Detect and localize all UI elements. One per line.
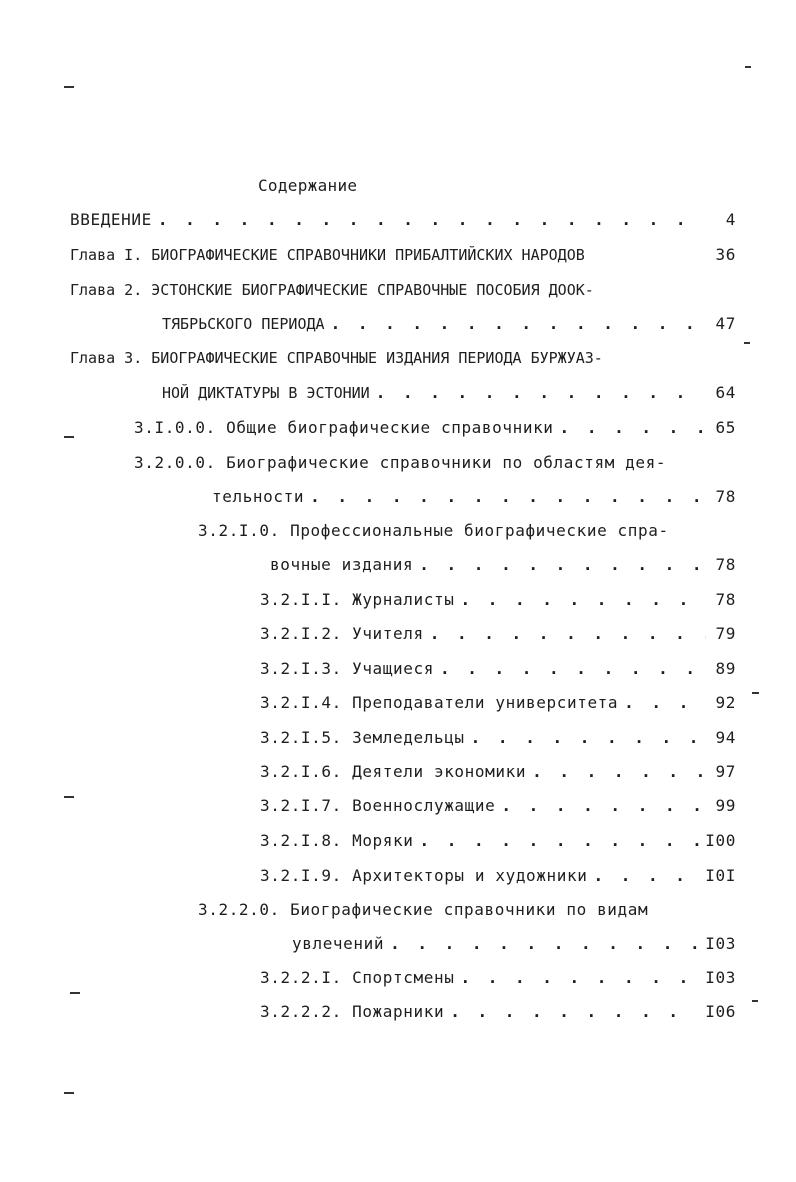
toc-page-number: 36 [715,245,736,264]
toc-page-number: 65 [715,418,736,437]
toc-entry-label: 3.2.I.5. Земледельцы [260,728,465,747]
dot-leader [471,728,706,747]
toc-entry-3212 [260,624,736,643]
toc-entry-3217 [260,796,736,815]
dot-leader [624,693,706,712]
toc-page-number: I06 [705,1002,736,1021]
scan-mark [745,66,751,68]
dot-leader [420,831,700,850]
toc-title: Содержание [258,176,358,195]
dot-leader [376,383,706,402]
toc-entry-3200-line1: 3.2.0.0. Биографические справочники по областям дея- [134,453,667,472]
toc-entry-3222 [260,1002,736,1021]
scan-mark [64,436,74,438]
toc-entry-3210-line1: 3.2.I.0. Профессиональные биографические спра- [198,521,669,540]
toc-page-number: I03 [705,968,736,987]
toc-entry-label: 3.2.I.I. Журналисты [260,590,455,609]
toc-entry-label: тельности [212,487,305,506]
toc-entry-3220-line1: 3.2.2.0. Биографические справочники по видам [198,900,649,919]
toc-page-number: 78 [715,555,736,574]
toc-entry-label: 3.I.0.0. Общие биографические справочники [134,418,554,437]
toc-entry-3214 [260,693,736,712]
toc-page-number: I00 [705,831,736,850]
toc-entry-3216 [260,762,736,781]
toc-page-number: I03 [705,934,736,953]
dot-leader [390,934,699,953]
toc-entry-3221 [260,968,736,987]
toc-page-number: 99 [715,796,736,815]
dot-leader [419,555,706,574]
scan-mark [70,992,80,994]
toc-page-number: 78 [715,487,736,506]
toc-entry-label: 3.2.I.3. Учащиеся [260,659,434,678]
dot-leader [450,1002,699,1021]
dot-leader [158,210,706,229]
toc-entry-3210 [270,555,736,574]
dot-leader [560,418,706,437]
toc-entry-intro [70,210,736,229]
toc-page-number: 78 [715,590,736,609]
toc-entry-chapter-3 [162,383,736,402]
toc-page-number: 47 [715,314,736,333]
toc-entry-chapter-2-line1: Глава 2. ЭСТОНСКИЕ БИОГРАФИЧЕСКИЕ СПРАВОЧНЫЕ ПОСОБИЯ ДООК- [70,281,594,299]
dot-leader [460,590,706,609]
toc-entry-label: вочные издания [270,555,414,574]
toc-page-number: I0I [705,866,736,885]
toc-entry-3100 [134,418,736,437]
toc-page-number: 89 [715,659,736,678]
toc-page-number: 64 [715,383,736,402]
toc-page-number: 79 [715,624,736,643]
toc-entry-3211 [260,590,736,609]
toc-entry-chapter-1 [70,245,736,264]
dot-leader [310,487,706,506]
toc-entry-3215 [260,728,736,747]
toc-entry-label: 3.2.I.4. Преподаватели университета [260,693,619,712]
dot-leader [460,968,699,987]
toc-entry-label: 3.2.I.6. Деятели экономики [260,762,527,781]
dot-leader [501,796,706,815]
scan-mark [752,692,759,694]
scan-mark [64,1092,74,1094]
toc-entry-label: 3.2.I.2. Учителя [260,624,424,643]
toc-entry-label: 3.2.2.2. Пожарники [260,1002,445,1021]
toc-page-number: 92 [715,693,736,712]
scan-mark [64,86,74,88]
toc-entry-3218 [260,831,736,850]
dot-leader [593,866,699,885]
toc-entry-label: НОЙ ДИКТАТУРЫ В ЭСТОНИИ [162,384,370,402]
toc-entry-label: ВВЕДЕНИЕ [70,210,152,229]
dot-leader [440,659,706,678]
toc-entry-3200 [212,487,736,506]
toc-entry-3220 [292,934,736,953]
dot-leader [331,314,706,333]
toc-page-number: 4 [725,210,736,229]
toc-page-number: 97 [715,762,736,781]
toc-entry-chapter-3-line1: Глава 3. БИОГРАФИЧЕСКИЕ СПРАВОЧНЫЕ ИЗДАНИЯ ПЕРИОДА БУРЖУАЗ- [70,349,603,367]
toc-entry-3219 [260,866,736,885]
toc-entry-label: Глава I. БИОГРАФИЧЕСКИЕ СПРАВОЧНИКИ ПРИБАЛТИЙСКИХ НАРОДОВ [70,246,585,264]
toc-entry-chapter-2 [162,314,736,333]
toc-entry-label: ТЯБРЬСКОГО ПЕРИОДА [162,315,325,333]
scan-mark [752,1000,758,1002]
toc-entry-label: увлечений [292,934,385,953]
dot-leader [430,624,706,643]
toc-entry-label: 3.2.I.9. Архитекторы и художники [260,866,588,885]
toc-entry-label: 3.2.2.I. Спортсмены [260,968,455,987]
toc-entry-label: 3.2.I.7. Военнослужащие [260,796,496,815]
toc-entry-3213 [260,659,736,678]
scan-mark [744,342,750,344]
toc-page-number: 94 [715,728,736,747]
dot-leader [532,762,706,781]
toc-entry-label: 3.2.I.8. Моряки [260,831,414,850]
scan-mark [64,796,74,798]
